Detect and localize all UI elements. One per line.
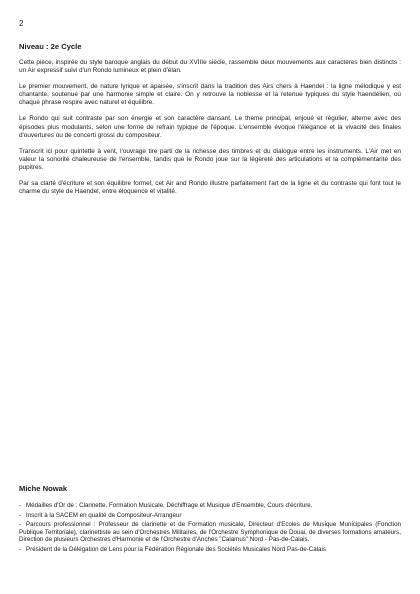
dash-bullet: - [19,511,22,519]
description-paragraph: Le Rondo qui suit contraste par son énergie et son caractère dansant. Le thème principal, enjoué et régulier, alterne avec des épisodes plus modulants, selon une forme de refrain typique de l'époque. L'ensemble évoque l'élégance et la vivacité des finales d'ouvertures ou de concerti grossi du compositeur. [19,115,401,139]
description-paragraph: Par sa clarté d'écriture et son équilibre formel, cet Air and Rondo illustre parfaitement l'art de la ligne et du contraste qui font tout le charme du style de Haendel, entre éloquence et vitalité. [19,180,401,196]
author-bio-section [19,484,401,555]
author-credentials-list [19,502,401,553]
credential-item [19,512,401,519]
credential-text: Inscrit à la SACEM en qualité de Compositeur-Arrangeur [26,511,182,519]
description-paragraph: Transcrit ici pour quintette à vent, l'ouvrage tire parti de la richesse des timbres et du dialogue entre les instruments. L'Air met en valeur la sonorité chaleureuse de l'ensemble, tandis que le Rondo joue sur la légèreté des articulations et la complémentarité des pupitres. [19,147,401,171]
dash-bullet: - [19,545,22,553]
credential-item [19,521,401,543]
description-section [19,42,401,204]
dash-bullet: - [19,502,22,509]
author-name: Miche Nowak [19,484,68,493]
credential-text: Parcours professionnel : Professeur de clarinette et de Formation musicale, Directeur d'Ecoles de Musique Municipales (Fonction Publique Territoriale), clarinettiste au sein d'Orchestres Militaires, de l'Orchestre Symphonique de Douai, de diverses formations amateurs, Direction de plusieurs Orchestres d'Harmonie et de l'Orchestre d'Anches "Calamus" Nord - Pas-de-Calais. [19,521,401,543]
credential-text: Président de la Délégation de Lens pour la Fédération Régionale des Sociétés Musicales Nord Pas-de-Calais [26,545,326,553]
credential-item [19,546,401,553]
credential-text: Médailles d'Or de : Clarinette, Formation Musicale, Déchiffrage et Musique d'Ensemble, Cours d'écriture. [26,502,313,509]
description-paragraph: Le premier mouvement, de nature lyrique et apaisée, s'inscrit dans la tradition des Airs chers à Haendel : la ligne mélodique y est chantante, soutenue par une harmonie simple et claire. On y retrouve la noblesse et la retenue typiques du style haendélien, où chaque phrase respire avec naturel et équilibre. [19,83,401,107]
page-number: 2 [19,19,24,28]
description-paragraph: Cette pièce, inspirée du style baroque anglais du début du XVIIIe siècle, rassemble deux mouvements aux caractères bien distincts : un Air expressif suivi d'un Rondo lumineux et plein d'élan. [19,59,401,75]
credential-item [19,502,401,509]
dash-bullet: - [19,521,22,529]
level-heading: Niveau : 2e Cycle [19,42,82,51]
